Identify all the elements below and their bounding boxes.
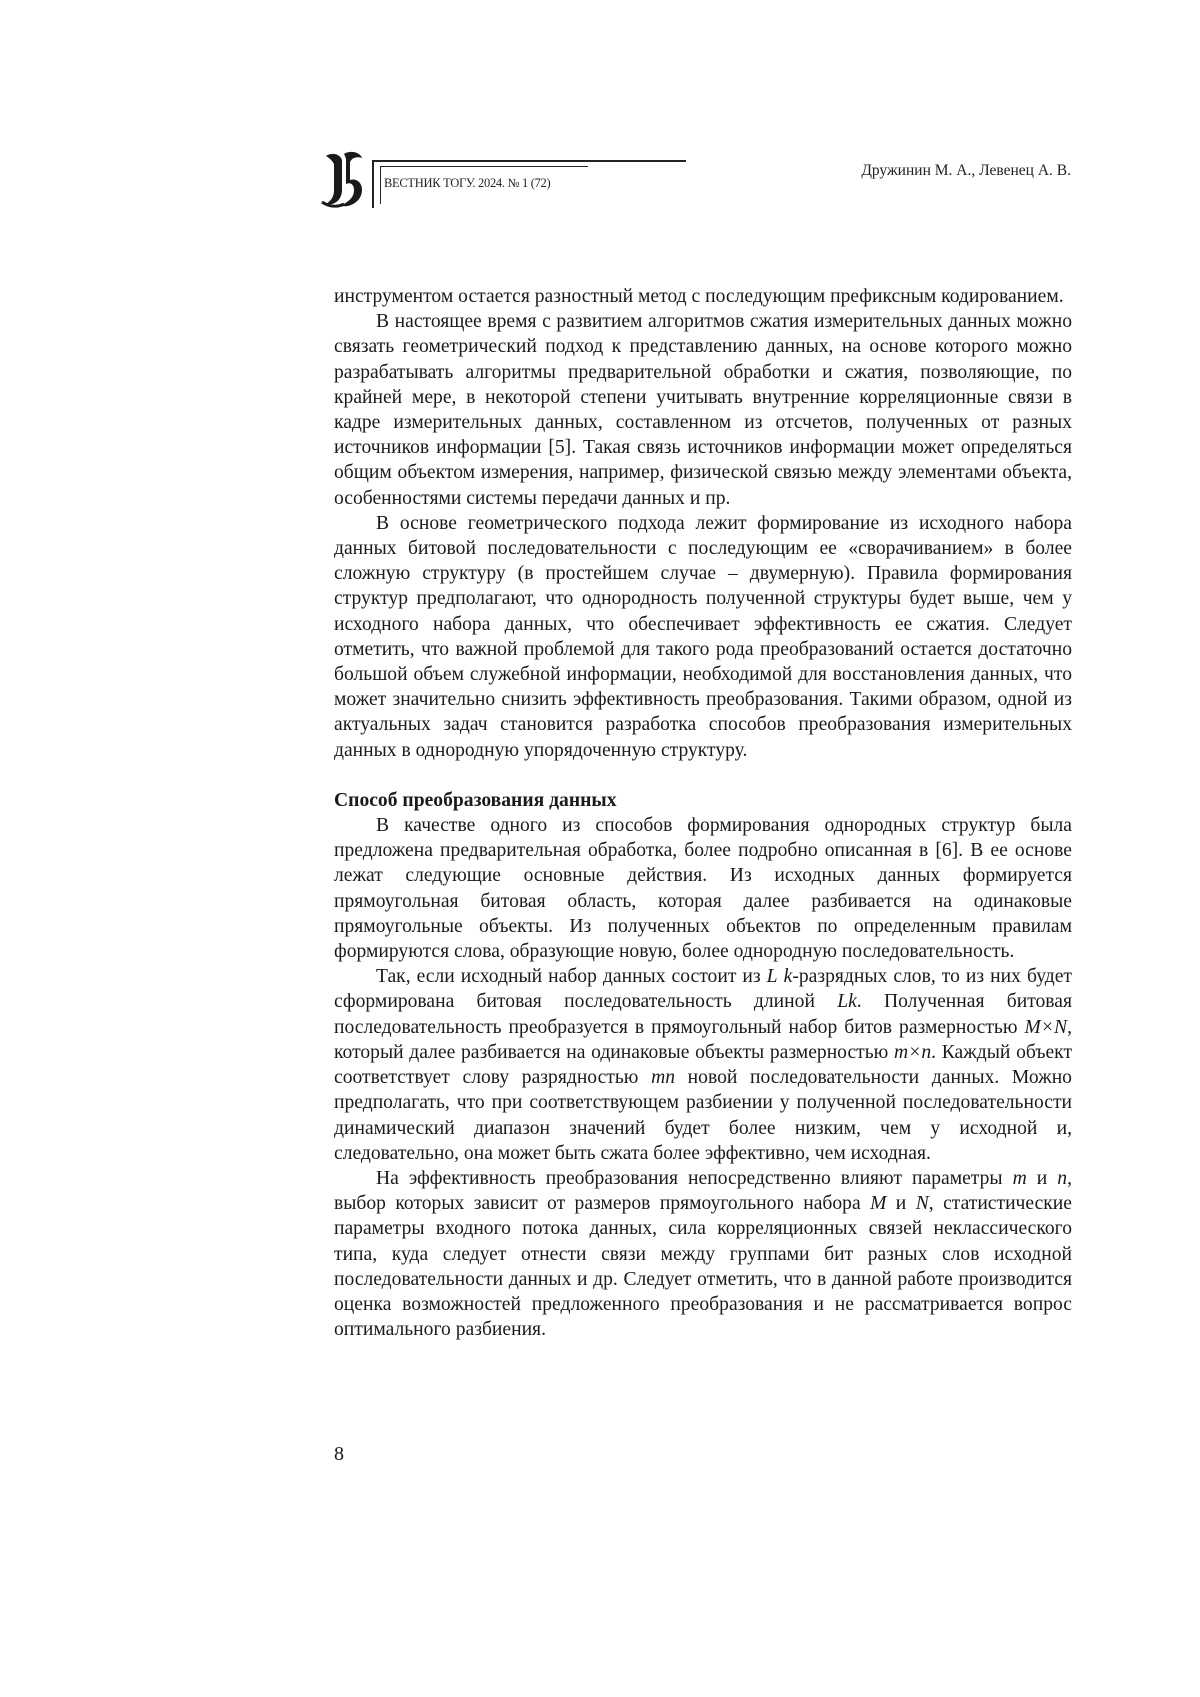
paragraph: [334, 309, 1072, 511]
text-run: инструментом остается разностный метод с последующим префиксным кодированием.: [334, 286, 1064, 307]
math-variable: m×n: [893, 1041, 932, 1063]
math-variable: m: [1012, 1167, 1027, 1189]
text-run: . Полученная битовая последовательность преобразуется в прямоугольный набор битов размерностью: [334, 991, 1072, 1038]
text-run: На эффективность преобразования непосредственно влияют параметры: [376, 1167, 1013, 1189]
section-method: [334, 813, 1072, 1342]
paragraph: [334, 813, 1072, 964]
section-intro: [334, 284, 1072, 763]
text-run: В основе геометрического подхода лежит формирование из исходного набора данных битовой последовательности с последующим ее «сворачиванием» в более сложную структуру (в простейшем случае – двумерную). Правила формирования структур предполагают, что однородность полученной структуры будет выше, чем у исходного набора данных, что обеспечивает эффективность ее сжатия. Следует отметить, что важной проблемой для такого рода преобразований остается достаточно большой объем служебной информации, необходимой для восстановления данных, что может значительно снизить эффективность преобразования. Такими образом, одной из актуальных задач становится разработка способов преобразования измерительных данных в однородную упорядоченную структуру.: [334, 512, 1072, 761]
text-run: В настоящее время с развитием алгоритмов сжатия измерительных данных можно связать геометрический подход к представлению данных, на основе которого можно разрабатывать алгоритмы предварительной обработки и сжатия, позволяющие, по крайней мере, в некоторой степени учитывать внутренние корреляционные связи в кадре измерительных данных, составленном из отсчетов, полученных от разных источников информации [5]. Такая связь источников информации может определяться общим объектом измерения, например, физической связью между элементами объекта, особенностями системы передачи данных и пр.: [334, 311, 1072, 509]
math-variable: M×N: [1024, 1016, 1068, 1038]
paragraph: [334, 964, 1072, 1166]
journal-logo-icon: [320, 150, 366, 210]
page-number: 8: [334, 1443, 344, 1465]
section-heading: Способ преобразования данных: [334, 789, 617, 811]
text-run: В качестве одного из способов формирования однородных структур была предложена предварительная обработка, более подробно описанная в [6]. В ее основе лежат следующие основные действия. Из исходных данных формируется прямоугольная битовая область, которая далее разбивается на одинаковые прямоугольные объекты. Из полученных объектов по определенным правилам формируются слова, образующие новую, более однородную последовательность.: [334, 815, 1072, 963]
text-run: и: [1026, 1167, 1058, 1189]
text-run: , который далее разбивается на одинаковые объекты размерностью: [334, 1016, 1072, 1063]
header-rule-inner-left: [380, 166, 381, 204]
math-variable: k: [783, 966, 793, 988]
math-variable: M: [870, 1193, 887, 1215]
running-head-authors: Дружинин М. А., Левенец А. В.: [861, 162, 1071, 179]
math-variable: n: [1057, 1167, 1068, 1189]
journal-title: ВЕСТНИК ТОГУ. 2024. № 1 (72): [384, 176, 551, 190]
text-run: -разрядных слов, то из них будет сформирована битовая последовательность длиной: [334, 966, 1072, 1013]
math-variable: N: [915, 1193, 929, 1215]
page-header: [0, 0, 1200, 220]
math-variable: mn: [651, 1067, 676, 1089]
text-run: , статистические параметры входного потока данных, сила корреляционных связей неклассического типа, куда следует отнести связи между группами бит разных слов исходной последовательности данных и др. Следует отметить, что в данной работе производится оценка возможностей предложенного преобразования и не рассматривается вопрос оптимального разбиения.: [334, 1193, 1072, 1341]
text-run: и: [886, 1193, 916, 1215]
math-variable: Lk: [837, 991, 857, 1013]
article-body: [334, 284, 1072, 1342]
text-run: новой последовательности данных. Можно предполагать, что при соответствующем разбиении у полученной последовательности динамический диапазон значений будет более низким, чем у исходной и, следовательно, она может быть сжата более эффективно, чем исходная.: [334, 1067, 1072, 1164]
header-rule-top: [372, 160, 686, 162]
paragraph: [334, 511, 1072, 763]
paragraph: [334, 1166, 1072, 1342]
header-rule-left: [372, 160, 374, 208]
text-run: Так, если исходный набор данных состоит из: [376, 966, 767, 988]
text-run: . Каждый объект соответствует слову разрядностью: [334, 1041, 1073, 1089]
math-variable: L: [766, 966, 778, 988]
paragraph: [334, 284, 1072, 309]
text-run: , выбор которых зависит от размеров прямоугольного набора: [334, 1167, 1072, 1215]
header-rule-inner: [380, 166, 588, 167]
